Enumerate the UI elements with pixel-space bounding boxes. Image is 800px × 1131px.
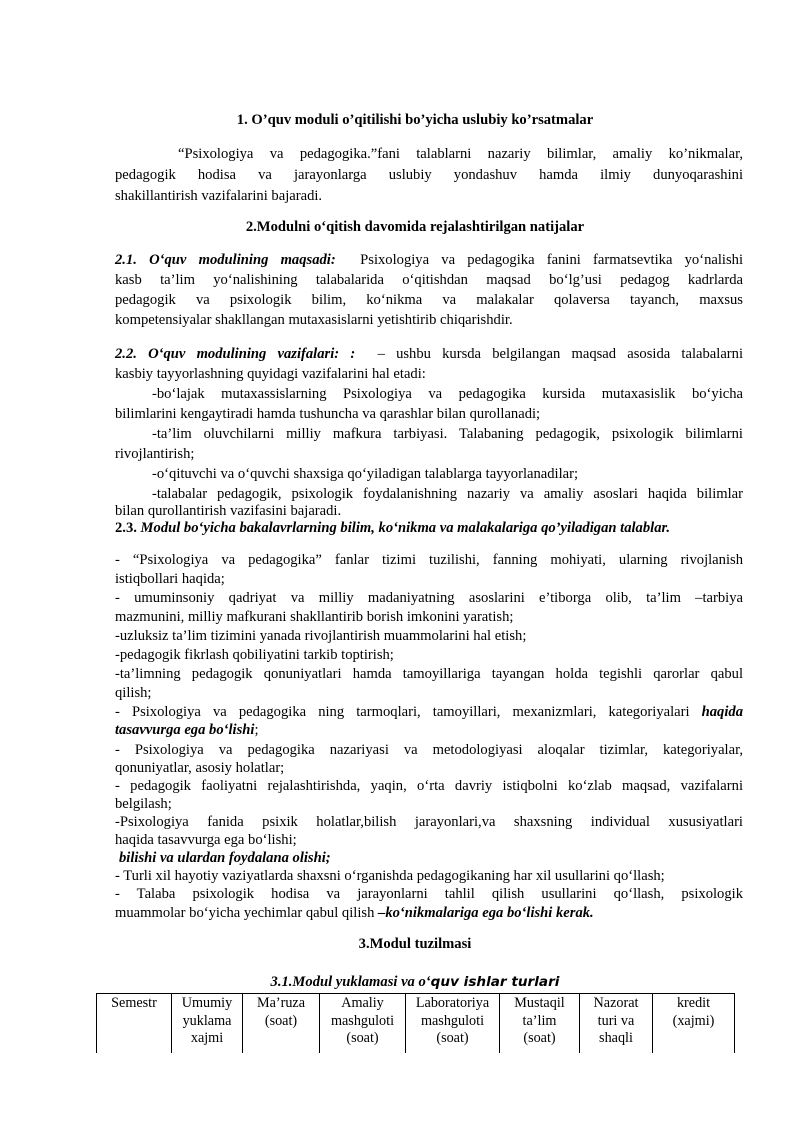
requirement-emphasis: haqida (701, 704, 743, 720)
tasks-item: bilan qurollantirish vazifasini bajaradi. (115, 503, 342, 519)
requirement-emphasis: –ko‘nikmalariga ega bo‘lishi kerak. (378, 905, 594, 921)
requirement-line: - Talaba psixologik hodisa va jarayonlarni tahlil qilish usullarini qo‘llash, psixologik (115, 886, 743, 902)
requirement-line: - pedagogik faoliyatni rejalashtirishda, yaqin, o‘rta davriy istiqbolni ko‘zlab maqsad, vazifalarni (115, 778, 743, 794)
requirement-line: istiqbollari haqida; (115, 571, 225, 587)
module-load-table (96, 993, 735, 1053)
tasks-item: bilimlarini kengaytiradi hamda tushuncha va qarashlar bilan qurollanadi; (115, 406, 541, 422)
goal-paragraph-line: pedagogik va psixologik bilim, ko‘nikma va malakalar qolaversa tayanch, maxsus (115, 292, 743, 308)
requirement-line: qilish; (115, 685, 152, 701)
tasks-text: – ushbu kursda belgilangan maqsad asosida talabalarni (377, 346, 744, 362)
requirement-line (115, 703, 743, 721)
tasks-item: -talabalar pedagogik, psixologik foydalanishning nazariy va amaliy asoslari haqida bilimlar (152, 486, 743, 502)
requirement-text: ; (254, 722, 259, 738)
tasks-item: -ta’lim oluvchilarni milliy mafkura tarbiyasi. Talabaning pedagogik, psixologik bilimlarni (152, 426, 743, 442)
requirement-line (115, 721, 259, 739)
requirements-title: Modul bo‘yicha bakalavrlarning bilim, ko‘nikma va malakalariga qo’yiladigan talablar. (140, 520, 671, 536)
requirement-line: -uzluksiz ta’lim tizimini yanada rivojlantirish muammolarini hal etish; (115, 628, 527, 644)
section-heading-2: 2.Modulni o‘qitish davomida rejalashtirilgan natijalar (245, 219, 585, 235)
requirement-line: - “Psixologiya va pedagogika” fanlar tizimi tuzilishi, fanning mohiyati, ularning rivojlanish (115, 552, 743, 568)
table-header-cell: Mustaqil ta’lim (soat) (500, 994, 580, 1054)
section-heading-3: 3.Modul tuzilmasi (358, 936, 472, 952)
tasks-item: rivojlantirish; (115, 446, 195, 462)
requirement-line: -ta’limning pedagogik qonuniyatlari hamda tamoyillariga tayangan holda tegishli qarorlar qabul (115, 666, 743, 682)
tasks-item: -bo‘lajak mutaxassislarning Psixologiya va pedagogika kursida mutaxasislik bo‘yicha (152, 386, 743, 402)
intro-line: “Psixologiya va pedagogika.”fani talablarni nazariy bilimlar, amaliy ko’nikmalar, (178, 146, 743, 162)
goal-paragraph-line (115, 251, 743, 269)
requirement-line: mazmunini, milliy mafkurani shakllantirib borish imkonini yaratish; (115, 609, 514, 625)
requirement-line: -pedagogik fikrlash qobiliyatini tarkib toptirish; (115, 647, 394, 663)
requirement-line: bilishi va ulardan foydalana olishi; (119, 850, 331, 866)
requirement-line (115, 904, 594, 922)
intro-line: pedagogik hodisa va jarayonlarga uslubiy yondashuv hamda ilmiy dunyoqarashini (115, 167, 743, 183)
requirement-line: qonuniyatlar, asosiy holatlar; (115, 760, 285, 776)
requirement-line: - umuminsoniy qadriyat va milliy madaniyatning asoslarini e’tiborga olib, ta’lim –tarbiya (115, 590, 743, 606)
table-caption (96, 973, 734, 991)
tasks-paragraph-line (115, 345, 743, 363)
requirement-line: belgilash; (115, 796, 172, 812)
tasks-paragraph-line: kasbiy tayyorlashning quyidagi vazifalarini hal etadi: (115, 366, 426, 382)
requirement-text: muammolar bo‘yicha yechimlar qabul qilish (115, 905, 375, 921)
tasks-item: -o‘qituvchi va o‘quvchi shaxsiga qo‘yiladigan talablarga tayyorlanadilar; (152, 466, 579, 482)
table-header-cell: Amaliy mashguloti (soat) (320, 994, 406, 1054)
goal-paragraph-line: kasb ta’lim yo‘nalishining talabalarida o‘qitishdan maqsad bo‘lg’usi pedagog kadrlarda (115, 272, 743, 288)
table-header-row (97, 994, 735, 1054)
table-caption-part: 3.1.Modul yuklamasi va o‘ (270, 974, 431, 990)
requirements-heading (115, 519, 670, 537)
table-header-cell: Ma’ruza (soat) (243, 994, 320, 1054)
goal-paragraph-line: kompetensiyalar shakllangan mutaxasislarni yetishtirib chiqarishdir. (115, 312, 513, 328)
requirements-number: 2.3. (115, 520, 137, 536)
intro-line: shakillantirish vazifalarini bajaradi. (115, 188, 323, 204)
requirement-emphasis: tasavvurga ega bo‘lishi (115, 722, 255, 738)
requirement-line: - Turli xil hayotiy vaziyatlarda shaxsni o‘rganishda pedagogikaning har xil usullarini qo‘llash; (115, 868, 665, 884)
tasks-label: 2.2. O‘quv modulining vazifalari: : (115, 346, 356, 362)
table-header-cell: kredit (xajmi) (653, 994, 735, 1054)
requirement-text: - Psixologiya va pedagogika ning tarmoqlari, tamoyillari, mexanizmlari, kategoriyalari (115, 704, 690, 720)
table-caption-part: quv ishlar turlari (430, 974, 560, 990)
table-header-cell: Umumiy yuklama xajmi (172, 994, 243, 1054)
requirement-line: haqida tasavvurga ega bo‘lishi; (115, 832, 297, 848)
table-header-cell: Semestr (97, 994, 172, 1054)
requirement-line: - Psixologiya va pedagogika nazariyasi va metodologiyasi aloqalar tizimlar, kategoriyalar, (115, 742, 743, 758)
requirement-line: -Psixologiya fanida psixik holatlar,bilish jarayonlari,va shaxsning individual xususiyatlari (115, 814, 743, 830)
section-heading-1: 1. O’quv moduli o’qitilishi bo’yicha uslubiy ko’rsatmalar (236, 112, 594, 128)
table-header-cell: Laboratoriya mashguloti (soat) (406, 994, 500, 1054)
table-header-cell: Nazorat turi va shaqli (580, 994, 653, 1054)
goal-label: 2.1. O‘quv modulining maqsadi: (115, 252, 336, 268)
goal-text: Psixologiya va pedagogika fanini farmatsevtika yo‘nalishi (360, 252, 744, 268)
